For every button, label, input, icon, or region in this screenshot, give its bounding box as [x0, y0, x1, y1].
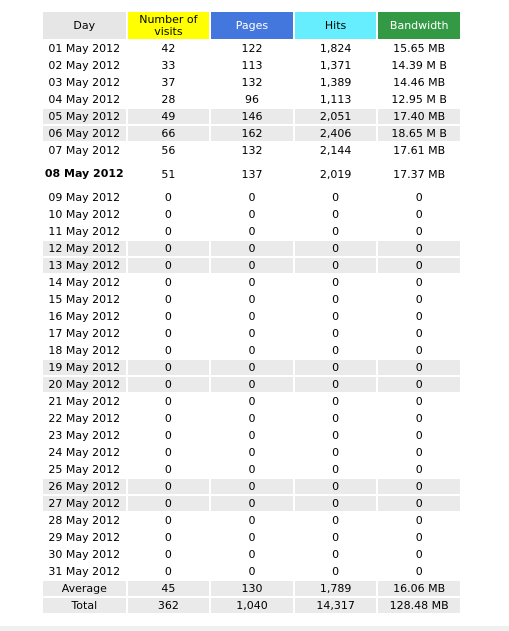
- visits-cell: 37: [161, 76, 176, 89]
- page-footer-band: [0, 626, 509, 631]
- table-row: [43, 479, 460, 494]
- table-row: [43, 41, 460, 56]
- daily-stats-table: [41, 10, 462, 615]
- table-row: [43, 547, 460, 562]
- bandwidth-cell: 15.65 MB: [393, 42, 446, 55]
- bandwidth-cell: 18.65 M B: [378, 126, 460, 141]
- visits-cell: 0: [128, 258, 210, 273]
- bandwidth-cell: 14.46 MB: [393, 76, 446, 89]
- table-row: [43, 190, 460, 205]
- visits-cell: 0: [164, 429, 172, 442]
- average-row: [43, 581, 460, 596]
- pages-cell: 0: [248, 191, 256, 204]
- bandwidth-cell: 0: [415, 327, 423, 340]
- bandwidth-cell: 0: [378, 496, 460, 511]
- hits-cell: 0: [332, 276, 340, 289]
- bandwidth-cell: 0: [415, 412, 423, 425]
- bandwidth-cell: 0: [378, 377, 460, 392]
- bandwidth-cell: 0: [415, 531, 423, 544]
- pages-cell: 0: [211, 377, 293, 392]
- total-visits: 362: [128, 598, 210, 613]
- pages-cell: 0: [248, 446, 256, 459]
- hits-cell: 0: [332, 514, 340, 527]
- table-row: [43, 377, 460, 392]
- pages-cell: 0: [248, 208, 256, 221]
- day-cell: 07 May 2012: [48, 144, 121, 157]
- hits-cell: 0: [332, 225, 340, 238]
- header-bandwidth: Bandwidth: [378, 12, 460, 39]
- pages-cell: 0: [248, 293, 256, 306]
- hits-cell: 0: [332, 310, 340, 323]
- day-cell: 30 May 2012: [48, 548, 121, 561]
- pages-cell: 0: [248, 514, 256, 527]
- average-hits: 1,789: [295, 581, 377, 596]
- total-bandwidth: 128.48 MB: [378, 598, 460, 613]
- total-hits: 14,317: [295, 598, 377, 613]
- day-cell: 26 May 2012: [43, 479, 126, 494]
- bandwidth-cell: 0: [415, 293, 423, 306]
- pages-cell: 137: [241, 167, 263, 181]
- bandwidth-cell: 0: [415, 548, 423, 561]
- table-row: [43, 275, 460, 290]
- day-cell: 25 May 2012: [48, 463, 121, 476]
- header-pages: Pages: [211, 12, 293, 39]
- visits-cell: 66: [128, 126, 210, 141]
- day-cell: 21 May 2012: [48, 395, 121, 408]
- table-row: [43, 207, 460, 222]
- visits-cell: 0: [164, 548, 172, 561]
- pages-cell: 132: [241, 144, 263, 157]
- bandwidth-cell: 0: [415, 276, 423, 289]
- table-row: [43, 428, 460, 443]
- pages-cell: 0: [248, 395, 256, 408]
- hits-cell: 0: [332, 446, 340, 459]
- day-cell: 04 May 2012: [48, 93, 121, 106]
- pages-cell: 0: [248, 225, 256, 238]
- day-cell: 03 May 2012: [48, 76, 121, 89]
- day-cell: 31 May 2012: [48, 565, 121, 578]
- bandwidth-cell: 14.39 M B: [391, 59, 447, 72]
- bandwidth-cell: 0: [415, 225, 423, 238]
- table-row: [43, 360, 460, 375]
- bandwidth-cell: 0: [415, 429, 423, 442]
- hits-cell: 0: [332, 463, 340, 476]
- header-visits: Number of visits: [128, 12, 210, 39]
- table-row: [43, 394, 460, 409]
- visits-cell: 0: [128, 479, 210, 494]
- pages-cell: 113: [241, 59, 263, 72]
- day-cell: 14 May 2012: [48, 276, 121, 289]
- day-cell: 22 May 2012: [48, 412, 121, 425]
- hits-cell: 2,406: [295, 126, 377, 141]
- bandwidth-cell: 0: [378, 360, 460, 375]
- pages-cell: 0: [248, 412, 256, 425]
- day-cell: 18 May 2012: [48, 344, 121, 357]
- visits-cell: 0: [164, 310, 172, 323]
- hits-cell: 1,824: [319, 42, 352, 55]
- day-cell: 01 May 2012: [48, 42, 121, 55]
- visits-cell: 0: [164, 225, 172, 238]
- table-row: [43, 126, 460, 141]
- day-cell: 05 May 2012: [43, 109, 126, 124]
- visits-cell: 49: [128, 109, 210, 124]
- bandwidth-cell: 0: [415, 463, 423, 476]
- hits-cell: 0: [332, 531, 340, 544]
- pages-cell: 0: [211, 258, 293, 273]
- hits-cell: 1,389: [319, 76, 352, 89]
- hits-cell: 0: [295, 258, 377, 273]
- bandwidth-cell: 0: [378, 241, 460, 256]
- visits-cell: 0: [164, 191, 172, 204]
- hits-cell: 0: [332, 344, 340, 357]
- pages-cell: 122: [241, 42, 263, 55]
- average-visits: 45: [128, 581, 210, 596]
- bandwidth-cell: 0: [378, 479, 460, 494]
- hits-cell: 0: [332, 429, 340, 442]
- day-cell: 29 May 2012: [48, 531, 121, 544]
- bandwidth-cell: 17.61 MB: [393, 144, 446, 157]
- day-cell: 08 May 2012: [44, 167, 124, 180]
- visits-cell: 0: [164, 208, 172, 221]
- average-pages: 130: [211, 581, 293, 596]
- day-cell: 17 May 2012: [48, 327, 121, 340]
- day-cell: 16 May 2012: [48, 310, 121, 323]
- table-row: [43, 309, 460, 324]
- total-label: Total: [43, 598, 126, 613]
- total-row: [43, 598, 460, 613]
- hits-cell: 0: [295, 496, 377, 511]
- day-cell: 15 May 2012: [48, 293, 121, 306]
- pages-cell: 96: [244, 93, 259, 106]
- hits-cell: 0: [332, 327, 340, 340]
- table-row: [43, 224, 460, 239]
- hits-cell: 0: [332, 548, 340, 561]
- day-cell: 10 May 2012: [48, 208, 121, 221]
- pages-cell: 0: [248, 531, 256, 544]
- bandwidth-cell: 12.95 M B: [391, 93, 447, 106]
- pages-cell: 0: [211, 241, 293, 256]
- pages-cell: 132: [241, 76, 263, 89]
- bandwidth-cell: 0: [415, 310, 423, 323]
- day-cell: 19 May 2012: [43, 360, 126, 375]
- bandwidth-cell: 0: [415, 446, 423, 459]
- pages-cell: 0: [248, 565, 256, 578]
- day-cell: 12 May 2012: [43, 241, 126, 256]
- day-cell: 28 May 2012: [48, 514, 121, 527]
- pages-cell: 0: [248, 344, 256, 357]
- visits-cell: 33: [161, 59, 176, 72]
- header-hits: Hits: [295, 12, 377, 39]
- bandwidth-cell: 17.40 MB: [378, 109, 460, 124]
- hits-cell: 2,144: [319, 144, 352, 157]
- hits-cell: 2,051: [295, 109, 377, 124]
- visits-cell: 0: [128, 377, 210, 392]
- bandwidth-cell: 0: [378, 258, 460, 273]
- table-row: [43, 160, 460, 188]
- table-row: [43, 258, 460, 273]
- pages-cell: 0: [248, 463, 256, 476]
- hits-cell: 0: [332, 565, 340, 578]
- pages-cell: 0: [248, 310, 256, 323]
- table-row: [43, 92, 460, 107]
- bandwidth-cell: 0: [415, 344, 423, 357]
- table-row: [43, 292, 460, 307]
- table-row: [43, 343, 460, 358]
- pages-cell: 0: [211, 479, 293, 494]
- bandwidth-cell: 0: [415, 565, 423, 578]
- visits-cell: 0: [164, 446, 172, 459]
- table-row: [43, 513, 460, 528]
- day-cell: 23 May 2012: [48, 429, 121, 442]
- table-row: [43, 411, 460, 426]
- bandwidth-cell: 0: [415, 395, 423, 408]
- pages-cell: 0: [248, 327, 256, 340]
- table-row: [43, 241, 460, 256]
- hits-cell: 0: [332, 293, 340, 306]
- hits-cell: 0: [332, 191, 340, 204]
- hits-cell: 0: [332, 395, 340, 408]
- visits-cell: 0: [164, 565, 172, 578]
- table-row: [43, 496, 460, 511]
- total-pages: 1,040: [211, 598, 293, 613]
- visits-cell: 28: [161, 93, 176, 106]
- visits-cell: 0: [128, 360, 210, 375]
- hits-cell: 2,019: [319, 167, 352, 181]
- visits-cell: 0: [164, 531, 172, 544]
- pages-cell: 0: [248, 429, 256, 442]
- visits-cell: 0: [164, 293, 172, 306]
- table-row: [43, 75, 460, 90]
- pages-cell: 162: [211, 126, 293, 141]
- header-row: [43, 12, 460, 39]
- pages-cell: 146: [211, 109, 293, 124]
- day-cell: 24 May 2012: [48, 446, 121, 459]
- visits-cell: 0: [164, 327, 172, 340]
- day-cell: 27 May 2012: [43, 496, 126, 511]
- table-row: [43, 326, 460, 341]
- header-day: Day: [43, 12, 126, 39]
- pages-cell: 0: [248, 548, 256, 561]
- hits-cell: 0: [295, 241, 377, 256]
- day-cell: 06 May 2012: [43, 126, 126, 141]
- visits-cell: 51: [161, 167, 176, 181]
- visits-cell: 42: [161, 42, 176, 55]
- hits-cell: 1,371: [319, 59, 352, 72]
- table-body: [43, 41, 460, 579]
- hits-cell: 0: [295, 479, 377, 494]
- day-cell: 11 May 2012: [48, 225, 121, 238]
- table-row: [43, 58, 460, 73]
- hits-cell: 0: [332, 208, 340, 221]
- bandwidth-cell: 0: [415, 514, 423, 527]
- visits-cell: 0: [164, 395, 172, 408]
- average-bandwidth: 16.06 MB: [378, 581, 460, 596]
- average-label: Average: [43, 581, 126, 596]
- bandwidth-cell: 0: [415, 191, 423, 204]
- visits-cell: 56: [161, 144, 176, 157]
- pages-cell: 0: [211, 496, 293, 511]
- day-cell: 09 May 2012: [48, 191, 121, 204]
- visits-cell: 0: [164, 344, 172, 357]
- visits-cell: 0: [128, 496, 210, 511]
- day-cell: 20 May 2012: [43, 377, 126, 392]
- table-row: [43, 530, 460, 545]
- table-row: [43, 143, 460, 158]
- bandwidth-cell: 17.37 MB: [393, 167, 446, 181]
- hits-cell: 0: [295, 360, 377, 375]
- day-cell: 02 May 2012: [48, 59, 121, 72]
- visits-cell: 0: [164, 412, 172, 425]
- visits-cell: 0: [128, 241, 210, 256]
- table-row: [43, 462, 460, 477]
- hits-cell: 0: [332, 412, 340, 425]
- table-row: [43, 564, 460, 579]
- hits-cell: 0: [295, 377, 377, 392]
- visits-cell: 0: [164, 463, 172, 476]
- pages-cell: 0: [211, 360, 293, 375]
- visits-cell: 0: [164, 276, 172, 289]
- pages-cell: 0: [248, 276, 256, 289]
- day-cell: 13 May 2012: [43, 258, 126, 273]
- table-row: [43, 445, 460, 460]
- bandwidth-cell: 0: [415, 208, 423, 221]
- visits-cell: 0: [164, 514, 172, 527]
- table-row: [43, 109, 460, 124]
- hits-cell: 1,113: [319, 93, 352, 106]
